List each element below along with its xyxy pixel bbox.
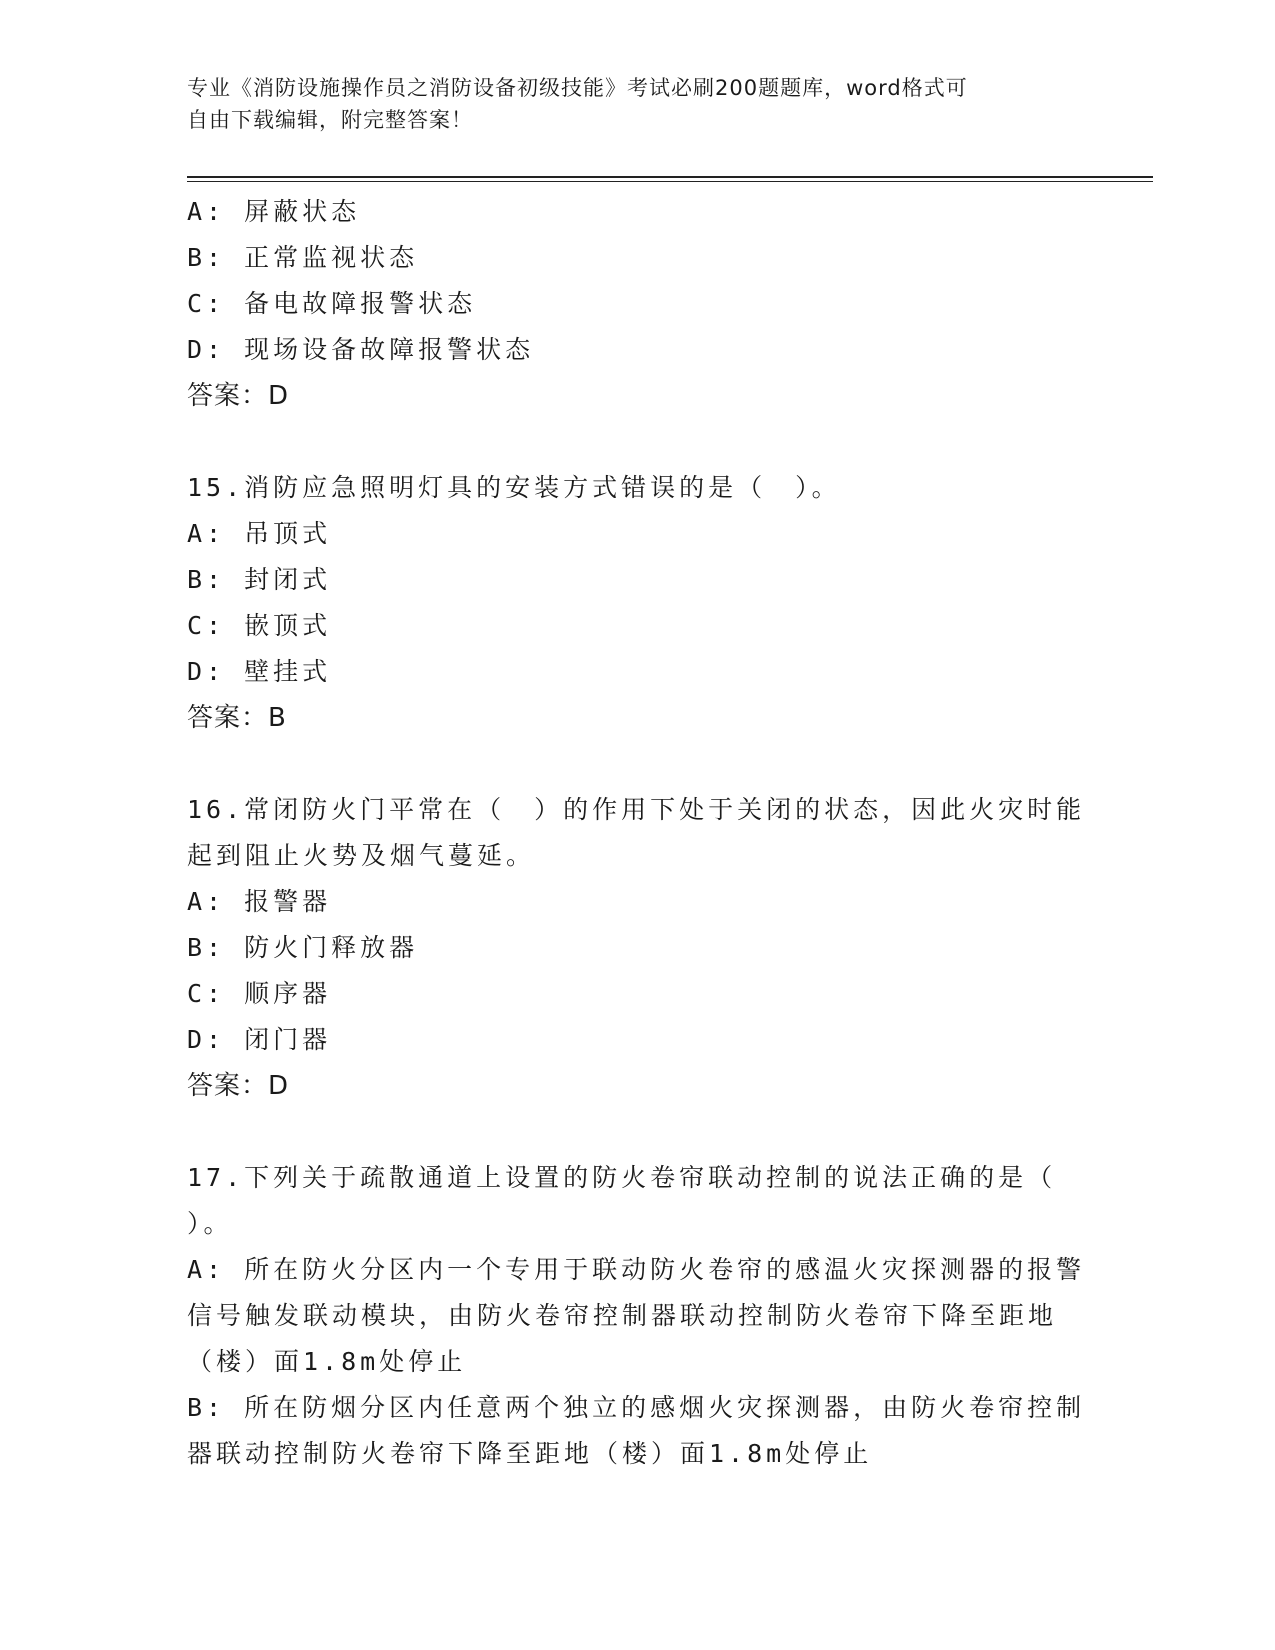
header-divider-thick xyxy=(187,176,1153,178)
question-content xyxy=(187,189,1087,1477)
q14-option-c: C: 备电故障报警状态 xyxy=(187,289,477,318)
q15-option-c: C: 嵌顶式 xyxy=(187,611,332,640)
document-header xyxy=(187,72,1067,136)
q14-answer: 答案：D xyxy=(187,381,290,411)
q17-option-a-line-1: A: 所在防火分区内一个专用于联动防火卷帘的感温火灾探测器的报警 xyxy=(187,1255,1086,1284)
q16-question-line-1: 16.常闭防火门平常在（ ）的作用下处于关闭的状态，因此火灾时能 xyxy=(187,795,1086,824)
q15-option-d: D: 壁挂式 xyxy=(187,657,332,686)
q14-option-b: B: 正常监视状态 xyxy=(187,243,419,272)
header-divider-thin xyxy=(187,181,1153,182)
q15-answer: 答案：B xyxy=(187,703,287,733)
header-line-2: 自由下载编辑，附完整答案！ xyxy=(187,108,473,132)
header-line-1: 专业《消防设施操作员之消防设备初级技能》考试必刷200题题库，word格式可 xyxy=(187,76,968,100)
q17-option-b-line-2: 器联动控制防火卷帘下降至距地（楼）面1.8m处停止 xyxy=(187,1439,873,1468)
question-15 xyxy=(187,465,1087,741)
q15-question: 15.消防应急照明灯具的安装方式错误的是（ ）。 xyxy=(187,473,841,502)
question-16 xyxy=(187,787,1087,1109)
q15-option-a: A: 吊顶式 xyxy=(187,519,332,548)
q14-option-a: A: 屏蔽状态 xyxy=(187,197,361,226)
q16-option-d: D: 闭门器 xyxy=(187,1025,332,1054)
q14-option-d: D: 现场设备故障报警状态 xyxy=(187,335,535,364)
question-17 xyxy=(187,1155,1087,1477)
q16-option-a: A: 报警器 xyxy=(187,887,332,916)
q17-question-line-2: ）。 xyxy=(187,1209,233,1238)
spacer xyxy=(187,741,1087,787)
q15-option-b: B: 封闭式 xyxy=(187,565,332,594)
spacer xyxy=(187,1109,1087,1155)
q17-option-b-line-1: B: 所在防烟分区内任意两个独立的感烟火灾探测器，由防火卷帘控制 xyxy=(187,1393,1086,1422)
q16-answer: 答案：D xyxy=(187,1071,290,1101)
q17-option-a-line-2: 信号触发联动模块，由防火卷帘控制器联动控制防火卷帘下降至距地 xyxy=(187,1301,1058,1330)
spacer xyxy=(187,419,1087,465)
q17-question-line-1: 17.下列关于疏散通道上设置的防火卷帘联动控制的说法正确的是（ xyxy=(187,1163,1057,1192)
q16-question-line-2: 起到阻止火势及烟气蔓延。 xyxy=(187,841,536,870)
q16-option-c: C: 顺序器 xyxy=(187,979,332,1008)
question-14 xyxy=(187,189,1087,419)
q17-option-a-line-3: （楼）面1.8m处停止 xyxy=(187,1347,467,1376)
q16-option-b: B: 防火门释放器 xyxy=(187,933,419,962)
